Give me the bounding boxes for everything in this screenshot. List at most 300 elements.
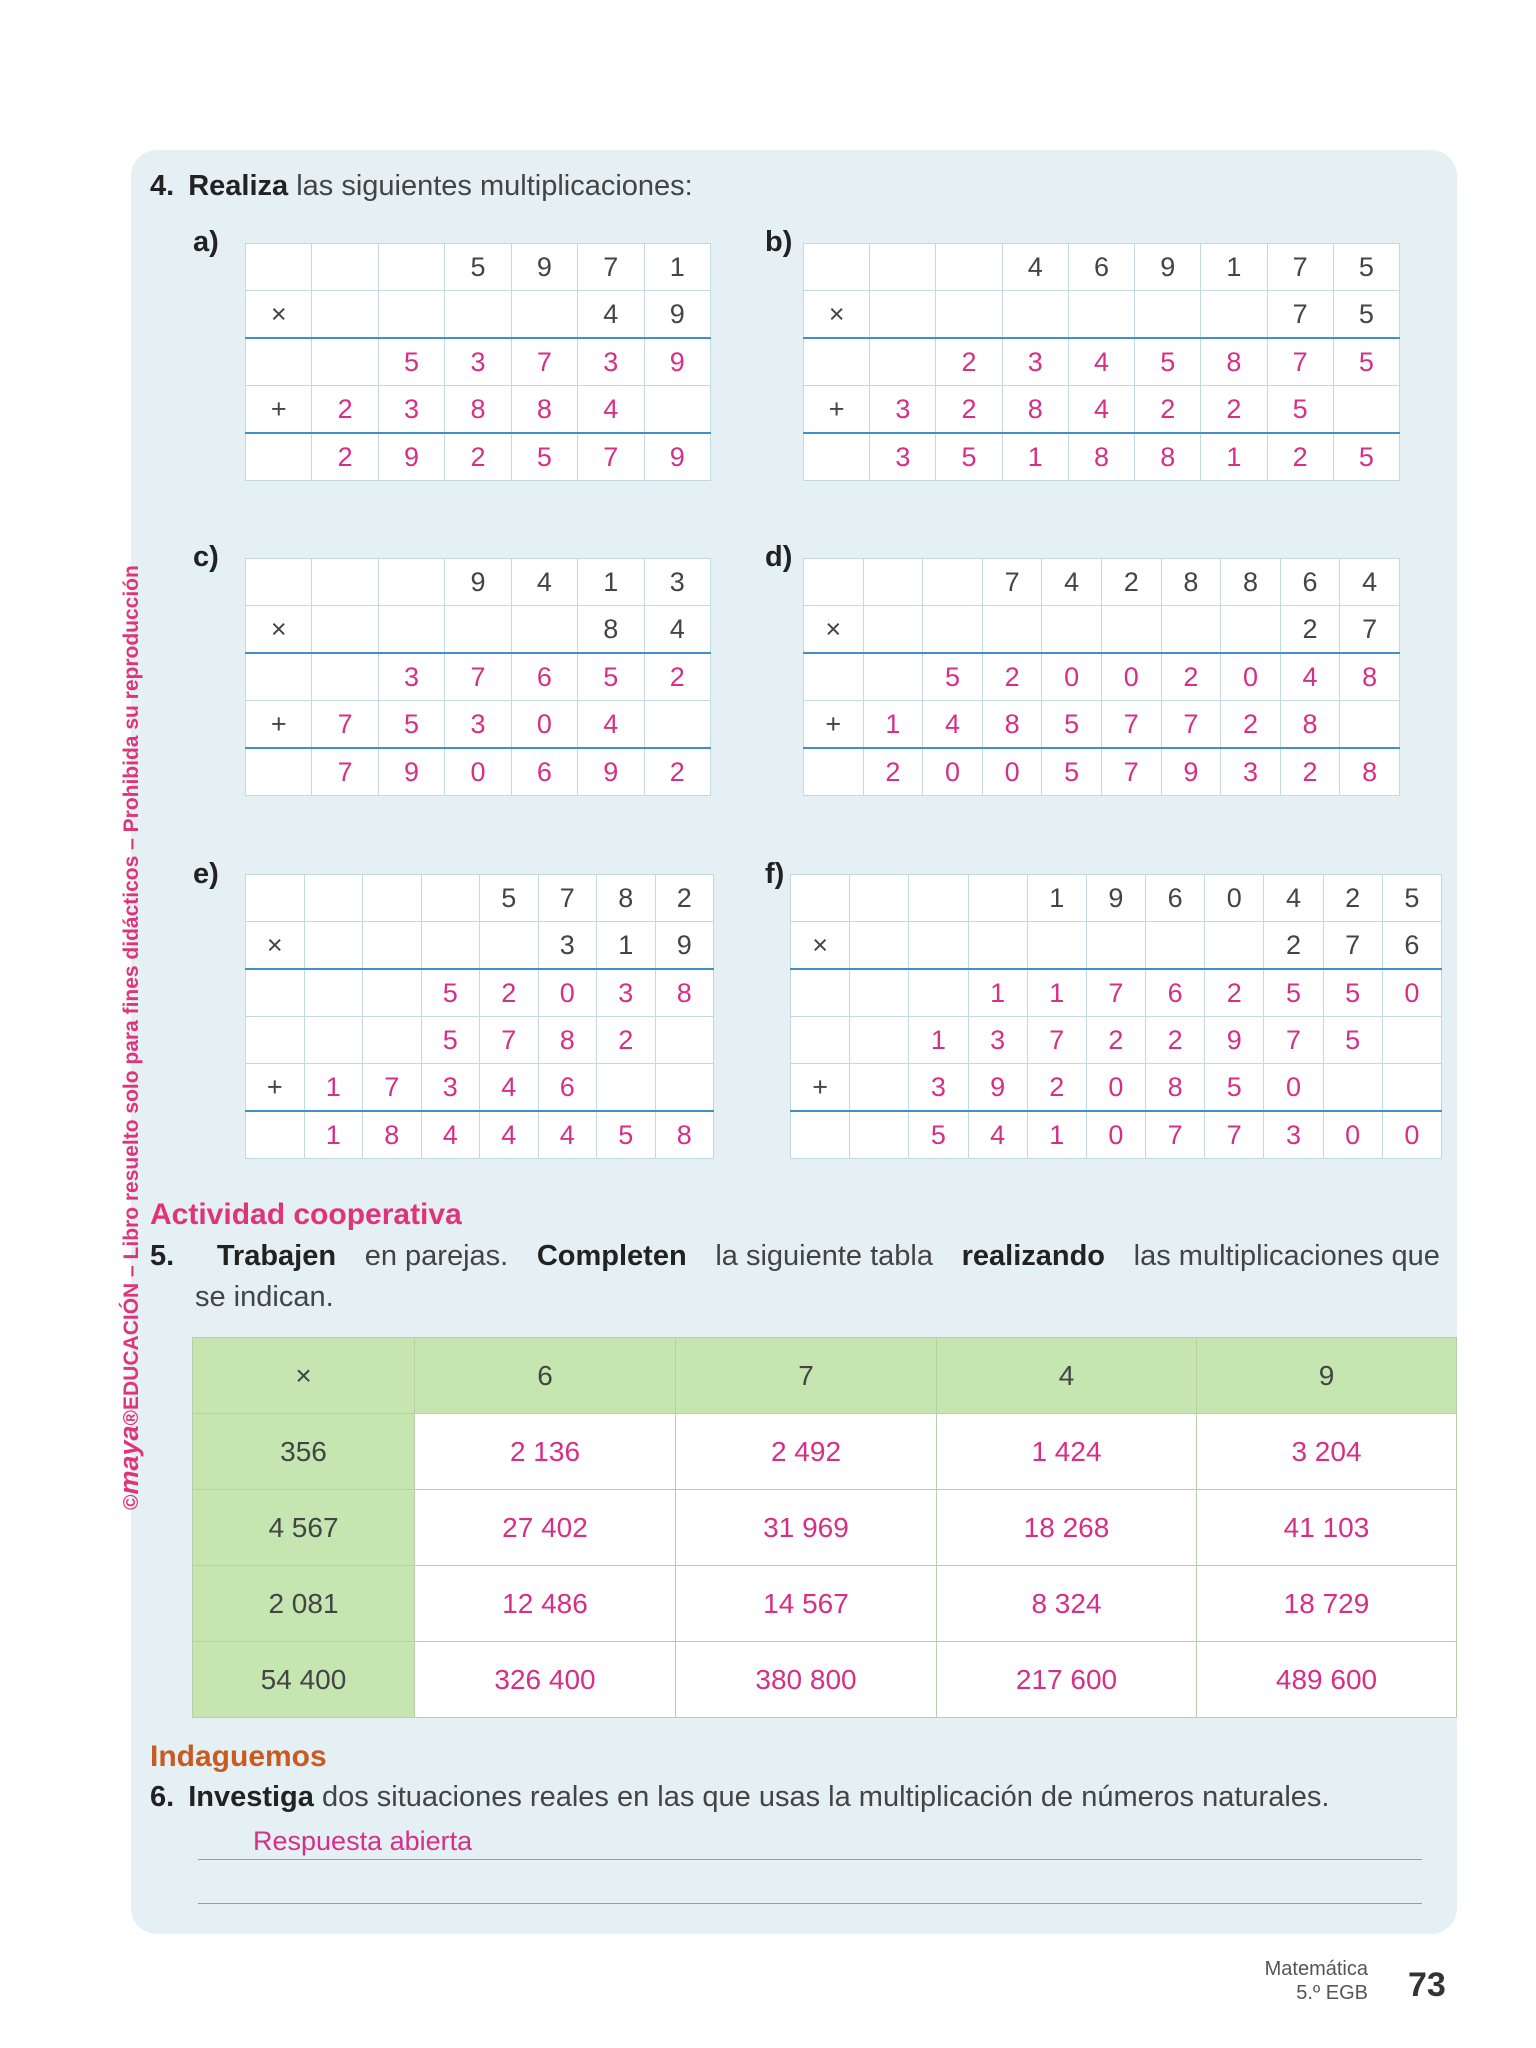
grid-cell (246, 244, 312, 291)
grid-cell: × (246, 922, 305, 970)
grid-cell: 4 (538, 1111, 597, 1159)
q5-text-3: las multiplicaciones que (1133, 1240, 1440, 1272)
grid-cell: 5 (480, 875, 539, 922)
grid-cell (1086, 922, 1145, 970)
grid-row (246, 969, 714, 1017)
grid-cell: 5 (1333, 338, 1399, 386)
grid-cell: 5 (923, 653, 983, 701)
grid-cell: 1 (597, 922, 656, 970)
grid-row (804, 386, 1400, 434)
grid-cell: 8 (1146, 1064, 1205, 1112)
grid-cell: 9 (378, 748, 444, 796)
grid-cell (909, 875, 968, 922)
grid-cell: 5 (1323, 1017, 1382, 1064)
grid-cell: 7 (312, 748, 378, 796)
q5-bold-2: Completen (536, 1240, 687, 1272)
grid-cell: 7 (1340, 606, 1400, 654)
grid-cell (850, 922, 909, 970)
grid-cell: 2 (644, 748, 710, 796)
grid-cell: 3 (870, 433, 936, 481)
grid-cell: 8 (1340, 653, 1400, 701)
grid-cell (304, 875, 363, 922)
grid-cell (378, 291, 444, 339)
grid-row (246, 701, 711, 749)
grid-cell: 6 (1280, 559, 1340, 606)
grid-cell (644, 701, 710, 749)
grid-cell: 0 (1382, 969, 1441, 1017)
grid-cell: 4 (480, 1111, 539, 1159)
grid-cell: × (791, 922, 850, 970)
grid-cell: 0 (1221, 653, 1281, 701)
grid-cell: 4 (923, 701, 983, 749)
grid-cell (1382, 1017, 1441, 1064)
table-header-cell: 9 (1197, 1338, 1457, 1414)
grid-cell (791, 969, 850, 1017)
grid-cell (804, 748, 864, 796)
grid-cell: 5 (1382, 875, 1441, 922)
table-cell: 2 492 (676, 1414, 937, 1490)
grid-cell (312, 244, 378, 291)
grid-cell (1201, 291, 1267, 339)
grid-cell (246, 653, 312, 701)
grid-cell (791, 875, 850, 922)
grid-cell: + (246, 1064, 305, 1112)
grid-cell: 3 (1264, 1111, 1323, 1159)
grid-cell: 3 (421, 1064, 480, 1112)
grid-cell (1340, 701, 1400, 749)
grid-cell: 2 (1264, 922, 1323, 970)
grid-cell (304, 1017, 363, 1064)
grid-cell: 1 (1027, 969, 1086, 1017)
grid-cell: 8 (363, 1111, 422, 1159)
grid-cell: 5 (1333, 291, 1399, 339)
grid-cell: 3 (445, 338, 511, 386)
grid-cell: 8 (597, 875, 656, 922)
multiplication-grid-a (245, 243, 711, 481)
table-header-cell: 4 (937, 1338, 1197, 1414)
grid-cell: 8 (511, 386, 577, 434)
grid-cell: 0 (982, 748, 1042, 796)
grid-cell (511, 291, 577, 339)
grid-cell: 7 (1267, 338, 1333, 386)
question-number: 6. (150, 1781, 175, 1813)
grid-cell: 0 (538, 969, 597, 1017)
grid-cell: 3 (597, 969, 656, 1017)
grid-cell (936, 291, 1002, 339)
grid-cell (644, 386, 710, 434)
table-cell: 14 567 (676, 1566, 937, 1642)
grid-row (246, 1111, 714, 1159)
problem-label-c: c) (193, 541, 219, 573)
grid-cell: 0 (1382, 1111, 1441, 1159)
grid-cell (1221, 606, 1281, 654)
multiplication-grid-e (245, 874, 714, 1159)
grid-cell: 3 (538, 922, 597, 970)
table-cell: 217 600 (937, 1642, 1197, 1718)
grid-cell: 2 (982, 653, 1042, 701)
grid-cell: 5 (1264, 969, 1323, 1017)
grid-cell: 5 (1042, 701, 1102, 749)
grid-cell: 1 (304, 1111, 363, 1159)
grid-cell (655, 1064, 714, 1112)
grid-row (246, 606, 711, 654)
grid-cell: 4 (1002, 244, 1068, 291)
grid-cell (363, 969, 422, 1017)
grid-cell: 5 (909, 1111, 968, 1159)
grid-cell: × (246, 606, 312, 654)
question-number: 5. (150, 1240, 175, 1272)
grid-cell: 5 (421, 1017, 480, 1064)
question-5-line-2: se indican. (195, 1281, 334, 1313)
table-row-header: 356 (193, 1414, 415, 1490)
grid-cell (863, 606, 923, 654)
inquiry-title: Indaguemos (150, 1740, 327, 1773)
multiplication-grid-f (790, 874, 1442, 1159)
grid-cell: 2 (1267, 433, 1333, 481)
grid-cell (870, 338, 936, 386)
grid-cell: 1 (1201, 244, 1267, 291)
grid-cell (1323, 1064, 1382, 1112)
grid-cell (804, 559, 864, 606)
table-header-cell: 6 (415, 1338, 676, 1414)
grid-cell: + (246, 701, 312, 749)
grid-cell: 7 (1267, 244, 1333, 291)
table-header-row (193, 1338, 1457, 1414)
grid-cell: 5 (578, 653, 644, 701)
table-row-header: 54 400 (193, 1642, 415, 1718)
grid-cell (480, 922, 539, 970)
grid-cell: 2 (1323, 875, 1382, 922)
grid-cell: 2 (1135, 386, 1201, 434)
grid-cell: 8 (578, 606, 644, 654)
grid-cell (378, 559, 444, 606)
grid-cell (863, 653, 923, 701)
grid-cell (791, 1017, 850, 1064)
grid-row (246, 1017, 714, 1064)
grid-cell: 9 (378, 433, 444, 481)
grid-cell: 5 (378, 338, 444, 386)
grid-cell: 4 (644, 606, 710, 654)
grid-cell: 7 (1146, 1111, 1205, 1159)
grid-cell: 0 (445, 748, 511, 796)
grid-cell: 5 (445, 244, 511, 291)
grid-cell: 0 (1086, 1064, 1145, 1112)
grid-row (246, 1064, 714, 1112)
grid-cell: 2 (312, 433, 378, 481)
grid-cell (936, 244, 1002, 291)
grid-cell: 4 (578, 386, 644, 434)
grid-cell: 0 (923, 748, 983, 796)
table-cell: 489 600 (1197, 1642, 1457, 1718)
grid-row (246, 748, 711, 796)
multiplication-grid-c (245, 558, 711, 796)
grid-cell (597, 1064, 656, 1112)
grid-cell (246, 1111, 305, 1159)
grid-cell (850, 969, 909, 1017)
grid-row (791, 969, 1442, 1017)
problem-label-f: f) (765, 858, 785, 890)
q5-text-1: en parejas. (364, 1240, 509, 1272)
grid-cell: 8 (1135, 433, 1201, 481)
grid-row (246, 291, 711, 339)
grid-cell: 1 (304, 1064, 363, 1112)
grid-cell: 3 (578, 338, 644, 386)
grid-cell: 5 (1333, 433, 1399, 481)
grid-cell: 7 (578, 433, 644, 481)
grid-cell: 7 (982, 559, 1042, 606)
grid-cell: 9 (644, 433, 710, 481)
grid-cell: 6 (538, 1064, 597, 1112)
grid-cell (1146, 922, 1205, 970)
grid-cell: 8 (655, 969, 714, 1017)
q5-text-2: la siguiente tabla (715, 1240, 933, 1272)
grid-row (246, 386, 711, 434)
grid-cell: 2 (1086, 1017, 1145, 1064)
grid-cell: 1 (1027, 875, 1086, 922)
grid-cell: × (804, 606, 864, 654)
grid-cell (312, 291, 378, 339)
grid-cell (246, 748, 312, 796)
grid-cell: 2 (936, 386, 1002, 434)
grid-cell: 5 (378, 701, 444, 749)
grid-cell: 3 (378, 386, 444, 434)
grid-row (246, 433, 711, 481)
grid-cell (870, 291, 936, 339)
grid-cell (1042, 606, 1102, 654)
page-number: 73 (1408, 1966, 1446, 2004)
grid-row (791, 1017, 1442, 1064)
grid-cell: 3 (644, 559, 710, 606)
grid-cell: 4 (511, 559, 577, 606)
question-text: dos situaciones reales en las que usas la multiplicación de números naturales. (313, 1781, 1330, 1813)
grid-row (246, 244, 711, 291)
grid-cell: 8 (1340, 748, 1400, 796)
cooperative-activity-title: Actividad cooperativa (150, 1198, 462, 1231)
grid-cell: × (246, 291, 312, 339)
grid-cell: 7 (1086, 969, 1145, 1017)
table-cell: 1 424 (937, 1414, 1197, 1490)
grid-cell: 0 (1205, 875, 1264, 922)
table-cell: 3 204 (1197, 1414, 1457, 1490)
grid-cell: 1 (968, 969, 1027, 1017)
grid-cell (909, 969, 968, 1017)
answer-line-1 (198, 1859, 1422, 1860)
grid-cell: + (791, 1064, 850, 1112)
grid-cell: 9 (644, 291, 710, 339)
grid-cell: 7 (1323, 922, 1382, 970)
grid-cell: 9 (1086, 875, 1145, 922)
grid-cell: 1 (644, 244, 710, 291)
grid-cell: 5 (1135, 338, 1201, 386)
answer-line-2 (198, 1903, 1422, 1904)
grid-cell: + (804, 701, 864, 749)
table-header-cell: × (193, 1338, 415, 1414)
grid-cell: 3 (870, 386, 936, 434)
problem-label-e: e) (193, 858, 219, 890)
grid-cell: 3 (445, 701, 511, 749)
footer-grade: 5.º EGB (1296, 1982, 1368, 2004)
grid-cell: 5 (511, 433, 577, 481)
grid-cell: 8 (1280, 701, 1340, 749)
grid-cell: 9 (1205, 1017, 1264, 1064)
grid-cell (804, 653, 864, 701)
problem-label-b: b) (765, 226, 793, 258)
grid-cell: 7 (445, 653, 511, 701)
grid-cell: 6 (511, 653, 577, 701)
grid-row (246, 875, 714, 922)
grid-cell (863, 559, 923, 606)
grid-row (804, 701, 1400, 749)
table-cell: 2 136 (415, 1414, 676, 1490)
grid-row (246, 338, 711, 386)
grid-cell (246, 433, 312, 481)
grid-cell: 7 (480, 1017, 539, 1064)
grid-cell: 5 (421, 969, 480, 1017)
grid-cell (1002, 291, 1068, 339)
grid-cell (445, 606, 511, 654)
grid-cell: 8 (655, 1111, 714, 1159)
grid-cell (968, 922, 1027, 970)
table-cell: 12 486 (415, 1566, 676, 1642)
table-cell: 27 402 (415, 1490, 676, 1566)
grid-cell: 7 (312, 701, 378, 749)
grid-cell: 5 (597, 1111, 656, 1159)
grid-cell: 5 (1333, 244, 1399, 291)
grid-cell: 8 (1002, 386, 1068, 434)
grid-cell (246, 559, 312, 606)
grid-cell: 2 (1146, 1017, 1205, 1064)
grid-cell: 2 (312, 386, 378, 434)
grid-cell (421, 875, 480, 922)
grid-cell: 4 (1042, 559, 1102, 606)
grid-cell: 6 (1068, 244, 1134, 291)
grid-cell (804, 338, 870, 386)
question-number: 4. (150, 170, 175, 202)
question-5 (150, 1240, 1440, 1273)
grid-row (791, 922, 1442, 970)
grid-cell: 8 (982, 701, 1042, 749)
grid-cell: 7 (1161, 701, 1221, 749)
grid-cell: 6 (1146, 875, 1205, 922)
grid-cell: 8 (1068, 433, 1134, 481)
grid-cell: 2 (1205, 969, 1264, 1017)
grid-cell (1382, 1064, 1441, 1112)
grid-cell: 2 (1027, 1064, 1086, 1112)
grid-row (804, 559, 1400, 606)
grid-cell (246, 969, 305, 1017)
grid-cell: 2 (1201, 386, 1267, 434)
grid-cell: 4 (1340, 559, 1400, 606)
grid-cell (850, 1111, 909, 1159)
grid-cell (850, 1064, 909, 1112)
grid-cell: + (246, 386, 312, 434)
grid-cell (363, 1017, 422, 1064)
grid-cell: 1 (1002, 433, 1068, 481)
question-text: las siguientes multiplicaciones: (288, 170, 693, 202)
grid-cell: 0 (1264, 1064, 1323, 1112)
q5-bold-3: realizando (961, 1240, 1106, 1272)
grid-cell (378, 606, 444, 654)
grid-cell: 8 (1221, 559, 1281, 606)
grid-cell: 5 (1267, 386, 1333, 434)
grid-cell (804, 433, 870, 481)
grid-cell: 5 (1042, 748, 1102, 796)
grid-cell (1101, 606, 1161, 654)
footer-subject: Matemática (1264, 1958, 1368, 1980)
grid-cell: 8 (538, 1017, 597, 1064)
grid-cell (850, 875, 909, 922)
grid-cell: 8 (1201, 338, 1267, 386)
grid-cell: 4 (1068, 338, 1134, 386)
table-cell: 31 969 (676, 1490, 937, 1566)
copyright-sidebar (114, 565, 145, 1510)
grid-cell (246, 1017, 305, 1064)
grid-cell: 0 (1086, 1111, 1145, 1159)
table-row (193, 1490, 1457, 1566)
grid-cell (246, 875, 305, 922)
grid-cell (445, 291, 511, 339)
grid-cell: 2 (1280, 748, 1340, 796)
grid-cell: 3 (378, 653, 444, 701)
grid-cell: 9 (1135, 244, 1201, 291)
grid-cell (923, 559, 983, 606)
grid-row (804, 606, 1400, 654)
grid-row (804, 748, 1400, 796)
grid-cell: 6 (511, 748, 577, 796)
grid-cell: 7 (538, 875, 597, 922)
grid-cell (312, 653, 378, 701)
grid-cell: 7 (578, 244, 644, 291)
grid-cell (1333, 386, 1399, 434)
grid-cell (421, 922, 480, 970)
grid-cell: 2 (445, 433, 511, 481)
table-row (193, 1642, 1457, 1718)
multiplication-grid-d (803, 558, 1400, 796)
grid-cell: 7 (1027, 1017, 1086, 1064)
table-row-header: 2 081 (193, 1566, 415, 1642)
grid-cell (1068, 291, 1134, 339)
grid-cell (363, 875, 422, 922)
copyright-symbol: © (120, 1494, 143, 1510)
problem-label-d: d) (765, 541, 793, 573)
grid-cell: 9 (578, 748, 644, 796)
multiplication-table (192, 1337, 1457, 1718)
grid-cell (304, 969, 363, 1017)
grid-cell: 2 (655, 875, 714, 922)
q5-bold-1: Trabajen (216, 1240, 337, 1272)
grid-cell: 1 (578, 559, 644, 606)
grid-cell: 5 (936, 433, 1002, 481)
question-verb: Investiga (188, 1781, 314, 1813)
grid-cell (909, 922, 968, 970)
table-cell: 326 400 (415, 1642, 676, 1718)
question-6 (150, 1781, 1329, 1814)
grid-cell: 7 (511, 338, 577, 386)
grid-cell: 0 (511, 701, 577, 749)
grid-cell: 7 (1101, 748, 1161, 796)
table-header-cell: 7 (676, 1338, 937, 1414)
grid-cell (1161, 606, 1221, 654)
grid-cell: 5 (1205, 1064, 1264, 1112)
grid-cell: 9 (1161, 748, 1221, 796)
grid-row (246, 653, 711, 701)
grid-cell: 3 (1221, 748, 1281, 796)
grid-cell: 2 (597, 1017, 656, 1064)
table-cell: 18 729 (1197, 1566, 1457, 1642)
grid-row (804, 433, 1400, 481)
grid-cell: 9 (511, 244, 577, 291)
grid-cell (312, 559, 378, 606)
